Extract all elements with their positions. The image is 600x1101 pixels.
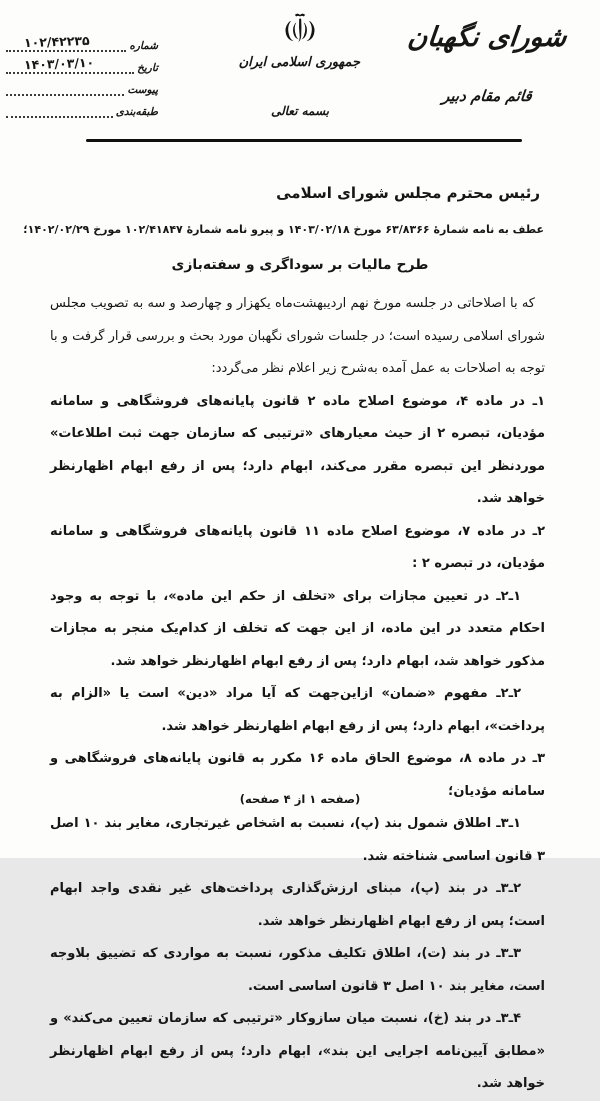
finding-item: ۲ـ در ماده ۷، موضوع اصلاح ماده ۱۱ قانون پایانه‌های فروشگاهی و سامانه مؤدیان، در تبصره ۲ : (50, 523, 546, 571)
finding-item: ۱ـ۲ـ در تعیین مجازات برای «تخلف از حکم این ماده»، با توجه به وجود احکام متعدد در این ماده، از این جهت که تخلف از کدام‌یک منجر به مجازات مذکور خواهد شد، ابهام دارد؛ پس از رفع ابهام اظهارنظر خواهد شد. (50, 588, 545, 669)
intro-paragraph: که با اصلاحاتی در جلسه مورخ نهم اردیبهشت‌ماه یکهزار و چهارصد و سه به تصویب مجلس شورای اسلامی رسیده است؛ در جلسات شورای نگهبان مورد بحث و بررسی قرار گرفت و با توجه به اصلاحات به عمل آمده به‌شرح زیر اعلام نظر می‌گردد: (49, 296, 545, 376)
letterhead-fields (6, 30, 158, 118)
attachment-label: پیوست (127, 84, 158, 96)
findings-list (50, 386, 545, 1101)
finding-item: ۳ـ در ماده ۸، موضوع الحاق ماده ۱۶ مکرر به قانون پایانه‌های فروشگاهی و سامانه مؤدیان؛ (50, 751, 545, 799)
recipient-heading: رئیس محترم مجلس شورای اسلامی (276, 184, 540, 202)
number-value: ۱۰۲/۴۲۲۳۵ (23, 32, 90, 51)
field-row-classification (6, 96, 158, 118)
finding-item: ۲ـ۲ـ مفهوم «ضمان» ازاین‌جهت که آیا مراد «دین» است یا «الزام به پرداخت»، ابهام دارد؛ پس از رفع ابهام اظهارنظر خواهد شد. (50, 686, 545, 734)
finding-item: ۱ـ۳ـ اطلاق شمول بند (پ)، نسبت به اشخاص غیرتجاری، مغایر بند ۱۰ اصل ۳ قانون اساسی شناخته شد. (50, 816, 545, 864)
field-row-date (6, 52, 158, 74)
date-value: ۱۴۰۳/۰۳/۱۰ (23, 54, 95, 73)
org-name: شورای نگهبان (406, 22, 568, 53)
besmele-text: بسمه تعالی (270, 104, 330, 118)
finding-item: ۲ـ۳ـ در بند (پ)، مبنای ارزش‌گذاری پرداخت‌های غیر نقدی واجد ابهام است؛ پس از رفع ابهام اظهارنظر خواهد شد. (50, 881, 545, 929)
reference-line: عطف به نامه شمارهٔ ۶۳/۸۳۶۶ مورخ ۱۴۰۳/۰۲/۱۸ و پیرو نامه شمارهٔ ۱۰۲/۴۱۸۴۷ مورخ ۱۴۰۲/۰۲/۲۹؛ (23, 223, 544, 236)
iran-emblem-icon (283, 12, 317, 50)
subject-title: طرح مالیات بر سوداگری و سفته‌بازی (171, 257, 429, 273)
field-row-attachment (6, 74, 158, 96)
date-label: تاریخ (137, 62, 158, 74)
letter-body (50, 288, 545, 1101)
field-row-number (6, 30, 158, 52)
number-label: شماره (129, 40, 158, 52)
dotted-line (6, 104, 113, 118)
letterhead-divider (86, 139, 522, 142)
finding-item: ۱ـ در ماده ۴، موضوع اصلاح ماده ۲ قانون پایانه‌های فروشگاهی و سامانه مؤدیان، تبصره ۲ از حیث معیارهای «ترتیبی که سازمان جهت ثبت اطلاعات» موردنظر این تبصره مقرر می‌کند، ابهام دارد؛ پس از رفع ابهام اظهارنظر خواهد شد. (50, 393, 546, 506)
letterhead-right (392, 22, 582, 105)
org-role: قائم مقام دبیر (441, 87, 533, 105)
dotted-line (6, 82, 124, 96)
finding-item: ۳ـ۳ـ در بند (ت)، اطلاق تکلیف مذکور، نسبت به مواردی که تضییق بلاوجه است، مغایر بند ۱۰ اصل ۳ قانون اساسی است. (50, 946, 545, 994)
classification-label: طبقه‌بندی (115, 106, 158, 118)
page-indicator: (صفحه ۱ از ۴ صفحه) (239, 792, 361, 806)
country-name: جمهوری اسلامی ایران (238, 55, 360, 70)
letterhead-center (240, 12, 360, 70)
finding-item: ۴ـ۳ـ در بند (خ)، نسبت میان سازوکار «ترتیبی که سازمان تعیین می‌کند» و «مطابق آیین‌نامه اجرایی این بند»، ابهام دارد؛ پس از رفع ابهام اظهارنظر خواهد شد. (50, 1011, 545, 1091)
